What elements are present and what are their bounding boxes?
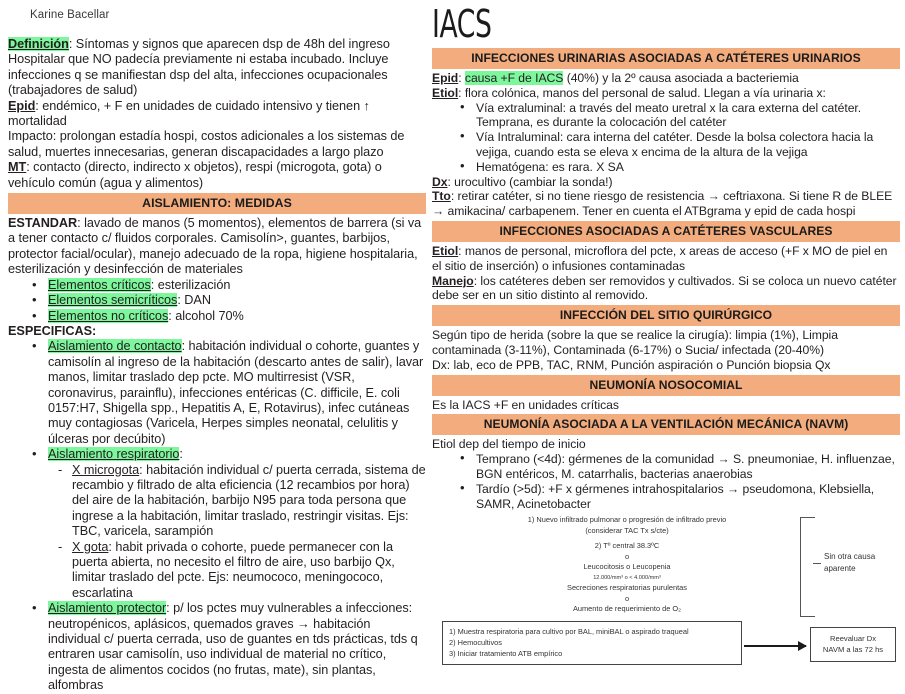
gota-label: X gota — [72, 539, 109, 554]
author-name: Karine Bacellar — [30, 9, 110, 21]
list-item — [56, 540, 426, 602]
list-item — [56, 463, 426, 540]
protector-list — [8, 601, 426, 693]
band-infecciones-urinarias: INFECCIONES URINARIAS ASOCIADAS A CATÉTERES URINARIOS — [432, 48, 900, 69]
elementos-list — [8, 278, 426, 324]
criterion-or-1: o — [624, 551, 630, 561]
aislamiento-contacto-label: Aislamiento de contacto — [48, 339, 182, 354]
estandar-label: ESTANDAR — [8, 216, 78, 231]
urinarias-epid-label: Epid — [432, 71, 459, 85]
aislamiento-respiratorio-colon: : — [179, 447, 183, 462]
urinarias-epid-post: (40%) y la 2º causa asociada a bacteriemia — [563, 71, 799, 85]
criterion-oxigeno: Aumento de requerimiento de O₂ — [572, 604, 682, 614]
step-1: 1) Muestra respiratoria para cultivo por BAL, miniBAL o aspirado traqueal — [449, 627, 689, 637]
microgota-label: X microgota — [72, 462, 140, 477]
list-item: • Hematógena: es rara. X SA — [458, 160, 900, 175]
urinarias-dx-text: : urocultivo (cambiar la sonda!) — [447, 174, 613, 189]
step-3: 3) Iniciar tratamiento ATB empírico — [449, 649, 563, 659]
criterion-1-note: (considerar TAC Tx s/cte) — [585, 525, 669, 535]
criterion-1: 1) Nuevo infiltrado pulmonar o progresión de infiltrado previo — [527, 515, 727, 525]
urinarias-epid-pre: : — [458, 71, 465, 85]
urinarias-dx-paragraph — [432, 175, 900, 190]
vasculares-etiol-label: Etiol — [432, 243, 459, 258]
navm-criteria-block — [442, 515, 812, 615]
respiratorio-sublist — [8, 463, 426, 602]
list-item — [30, 339, 426, 447]
brace-label-line2: aparente — [824, 564, 856, 574]
list-item — [30, 601, 426, 693]
list-item: • Vía extraluminal: a través del meato uretral x la cara externa del catéter. Temprana, es durante la colocación del catéter — [458, 101, 900, 131]
list-item — [30, 309, 426, 324]
brace-bracket — [800, 517, 815, 617]
vasculares-manejo-label: Manejo — [432, 273, 474, 288]
brace-tick — [813, 563, 821, 564]
steps-box — [442, 621, 742, 665]
epid-label: Epid — [8, 98, 36, 113]
especificas-label: ESPECIFICAS: — [8, 323, 97, 338]
criterion-or-2: o — [624, 593, 630, 603]
band-cateteres-vasculares: INFECCIONES ASOCIADAS A CATÉTERES VASCULARES — [432, 221, 900, 242]
elemento-no-criticos-text: : alcohol 70% — [168, 308, 244, 323]
mt-paragraph — [8, 160, 426, 191]
band-navm: NEUMONÍA ASOCIADA A LA VENTILACIÓN MECÁNICA (NAVM) — [432, 414, 900, 435]
aislamiento-protector-label: Aislamiento protector — [48, 601, 167, 616]
list-item — [30, 293, 426, 308]
list-item: • Vía Intraluminal: cara interna del catéter. Desde la bolsa colectora hacia la vejiga, cuando esta se eleva x encima de la altura de la vejiga — [458, 130, 900, 160]
vasculares-manejo-text: : los catéteres deben ser removidos y cultivados. Si se coloca un nuevo catéter debe ser en un sitio distinto al removido. — [432, 273, 897, 303]
flow-arrow-icon — [744, 645, 806, 647]
reevaluate-line1: Reevaluar Dx — [829, 634, 876, 644]
brace-label-line1: Sin otra causa — [824, 552, 876, 562]
impacto-paragraph: Impacto: prolongan estadía hospi, costos adicionales a los sistemas de salud, muertes innecesarias, generan discapacidades a largo plazo — [8, 129, 405, 159]
vasculares-etiol-paragraph — [432, 244, 900, 274]
definicion-label: Definición — [8, 37, 69, 51]
reevaluate-line2: NAVM a las 72 hs — [822, 645, 884, 655]
elemento-criticos-text: : esterilización — [150, 277, 231, 292]
urinarias-dx-label: Dx — [432, 174, 448, 189]
urinarias-epid-paragraph — [432, 71, 900, 86]
list-item — [30, 447, 426, 462]
urinarias-vias-list — [432, 101, 900, 175]
page-title: IACS — [432, 2, 492, 46]
elemento-no-criticos-label: Elementos no críticos — [48, 308, 169, 323]
urinarias-tto-text: : retirar catéter, si no tiene riesgo de resistencia → ceftriaxona. Si tiene R de BLEE → amikacina/ carbapenem. Tener en cuenta el ATBgrama y epid de cada hospi — [432, 189, 893, 219]
criterion-leucocitos-values: 12.000/mm³ o < 4.000/mm³ — [593, 574, 661, 581]
navm-diagnosis-diagram — [432, 515, 900, 665]
left-column — [8, 6, 426, 694]
list-item: • Tardío (>5d): +F x gérmenes intrahospitalarios → pseudomona, Klebsiella, SAMR, Acinetobacter — [458, 482, 900, 512]
urinarias-etiol-text: : flora colónica, manos del personal de salud. Llegan a vía urinaria x: — [458, 85, 826, 100]
band-sitio-quirurgico: INFECCIÓN DEL SITIO QUIRÚRGICO — [432, 305, 900, 326]
navm-etiol-text: Etiol dep del tiempo de inicio — [432, 437, 586, 452]
vasculares-manejo-paragraph — [432, 274, 900, 304]
band-neumonia-nosocomial: NEUMONÍA NOSOCOMIAL — [432, 375, 900, 396]
estandar-paragraph — [8, 216, 426, 278]
elemento-semicriticos-text: : DAN — [177, 293, 211, 308]
urinarias-etiol-label: Etiol — [432, 85, 459, 100]
right-column — [432, 2, 900, 665]
mt-label: MT — [8, 160, 27, 175]
step-2: 2) Hemocultivos — [449, 638, 502, 648]
elemento-criticos-label: Elementos críticos — [48, 277, 151, 292]
urinarias-epid-highlight: causa +F de IACS — [464, 71, 564, 85]
vasculares-etiol-text: : manos de personal, microflora del pcte, x areas de acceso (+F x MO de piel en el sitio de inserción) o infusiones contaminadas — [432, 243, 888, 273]
elemento-semicriticos-label: Elementos semicríticos — [48, 293, 178, 308]
mt-text: : contacto (directo, indirecto x objetos), respi (microgota, gota) o vehículo común (agua y alimentos) — [8, 160, 382, 190]
urinarias-etiol-paragraph — [432, 86, 900, 101]
urinarias-tto-paragraph — [432, 189, 900, 219]
criterion-secreciones: Secreciones respiratorias purulentas — [567, 583, 687, 593]
epid-paragraph — [8, 99, 426, 130]
definicion-paragraph — [8, 37, 426, 99]
brace-label — [824, 551, 875, 575]
quirurgico-dx: Dx: lab, eco de PPB, TAC, RNM, Punción aspiración o Punción biopsia Qx — [432, 357, 831, 372]
criterion-2: 2) Tº central 38.3ºC — [594, 541, 660, 551]
list-item: • Temprano (<4d): gérmenes de la comunidad → S. pneumoniae, H. influenzae, BGN entéricos, M. catarrhalis, bacterias anaerobias — [458, 452, 900, 482]
gota-text: : habit privada o cohorte, puede permanecer con la puerta abierta, no necesito el filtro de aire, uso barbijo Qx, limitar traslado del pcte. Ejs: neumococo, meningococo, escarlatina — [72, 539, 395, 600]
aislamiento-contacto-text: : habitación individual o cohorte, guantes y camisolín al ingreso de la habitación (descarto antes de salir), lavar manos, limitar traslado dep pcte. MO multirresist (VSR, coronavirus, parainflu), infecciones entéricas (C. difficile, E. coli 0157:H7, Shigella spp., Hepatitis A, E, Rotavirus), infec cutáneas muy contagiosas (Varicela, Herpes simples neonatal, celulitis y úlceras por decúbito) — [48, 339, 424, 446]
urinarias-tto-label: Tto — [432, 189, 451, 204]
microgota-text: : habitación individual c/ puerta cerrada, sistema de recambio y filtrado de alta eficiencia (12 recambios por hora) del aire de la habitación, barbijo N95 para toda persona que ingrese a la habitación, limitar traslado, restringir visitas. Ejs: TBC, varicela, sarampión — [72, 462, 426, 539]
band-aislamiento-medidas: AISLAMIENTO: MEDIDAS — [8, 193, 426, 214]
especificas-list — [8, 339, 426, 462]
aislamiento-respiratorio-label: Aislamiento respiratorio — [48, 447, 180, 462]
criterion-leucocitos: Leucocitosis o Leucopenia — [583, 562, 671, 572]
navm-bullets-list — [432, 452, 900, 511]
estandar-text: : lavado de manos (5 momentos), elementos de barrera (si va a tener contacto c/ fluidos corporales. Camisolín>, guantes, barbijos, protector facial/ocular), manejo adecuado de la ropa, higiene hospitalaria, esterilización y desinfección de materiales — [8, 216, 422, 277]
list-item — [30, 278, 426, 293]
epid-text: : endémico, + F en unidades de cuidado intensivo y tienen ↑ mortalidad — [8, 98, 370, 129]
aislamiento-protector-text: : p/ los pctes muy vulnerables a infecciones: neutropénicos, aplásicos, quemados graves → habitación individual c/ puerta cerrada, uso de guantes en tds prácticas, tds q entraren usar camisolín, uso individual de material no crítico, ingesta de alimentos cocidos (no frutas, mate), sin plantas, alfombras — [48, 601, 418, 693]
nosocomial-text: Es la IACS +F en unidades críticas — [432, 397, 619, 412]
quirurgico-text: Según tipo de herida (sobre la que se realice la cirugía): limpia (1%), Limpia contaminada (3-11%), Contaminada (6-17%) o Sucia/ infectada (20-40%) — [432, 328, 838, 357]
reevaluate-box — [810, 627, 896, 662]
definicion-text: : Síntomas y signos que aparecen dsp de 48h del ingreso Hospitalar que NO padecía previamente ni estaba incubado. Incluye infecciones q se manifiestan dsp del alta, infecciones ocupacionales (trabajadores de salud) — [8, 37, 390, 98]
